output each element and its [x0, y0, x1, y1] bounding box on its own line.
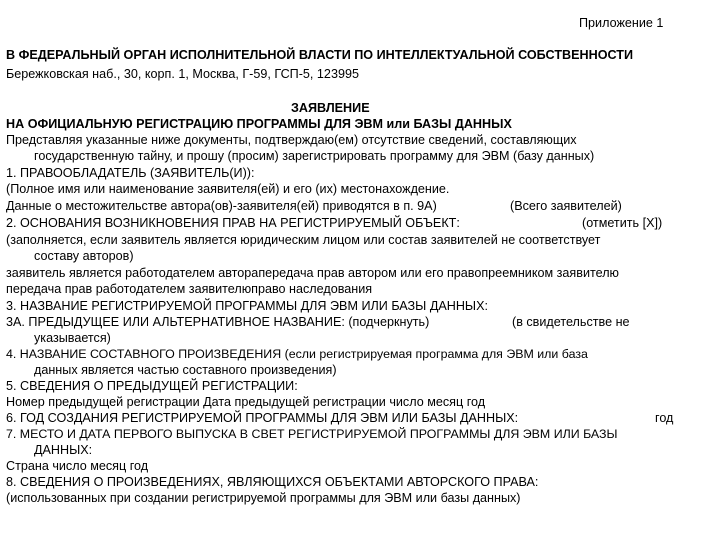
document-title: ЗАЯВЛЕНИЕ: [291, 101, 370, 115]
section-2-option-line-2: передача прав работодателем заявителюправо наследования: [6, 282, 373, 296]
section-7-title-line-2: ДАННЫХ:: [34, 443, 93, 457]
section-5-fields: Номер предыдущей регистрации Дата предыдущей регистрации число месяц год: [6, 395, 486, 409]
section-1-title: 1. ПРАВООБЛАДАТЕЛЬ (ЗАЯВИТЕЛЬ(И)):: [6, 166, 255, 180]
section-3a-title: 3А. ПРЕДЫДУЩЕЕ ИЛИ АЛЬТЕРНАТИВНОЕ НАЗВАНИЕ: (подчеркнуть): [6, 315, 430, 329]
section-1-authors-note: Данные о местожительстве автора(ов)-заявителя(ей) приводятся в п. 9А): [6, 199, 437, 213]
section-8-note: (использованных при создании регистрируемой программы для ЭВМ или базы данных): [6, 491, 521, 505]
section-2-option-line-1: заявитель является работодателем авторапередача прав автором или его правопреемником заявителю: [6, 266, 619, 280]
section-6-title: 6. ГОД СОЗДАНИЯ РЕГИСТРИРУЕМОЙ ПРОГРАММЫ ДЛЯ ЭВМ ИЛИ БАЗЫ ДАННЫХ:: [6, 411, 519, 425]
section-8-title: 8. СВЕДЕНИЯ О ПРОИЗВЕДЕНИЯХ, ЯВЛЯЮЩИХСЯ ОБЪЕКТАМИ АВТОРСКОГО ПРАВА:: [6, 475, 539, 489]
intro-text-line-2: государственную тайну, и прошу (просим) зарегистрировать программу для ЭВМ (базу данных): [34, 149, 595, 163]
document-subtitle: НА ОФИЦИАЛЬНУЮ РЕГИСТРАЦИЮ ПРОГРАММЫ ДЛЯ ЭВМ или БАЗЫ ДАННЫХ: [6, 117, 512, 131]
section-4-title-line-2: данных является частью составного произведения): [34, 363, 337, 377]
section-1-note: (Полное имя или наименование заявителя(ей) и его (их) местонахождение.: [6, 182, 450, 196]
section-1-total-applicants: (Всего заявителей): [510, 199, 622, 213]
recipient-address: Бережковская наб., 30, корп. 1, Москва, Г-59, ГСП-5, 123995: [6, 67, 359, 81]
section-7-fields: Страна число месяц год: [6, 459, 149, 473]
section-7-title-line-1: 7. МЕСТО И ДАТА ПЕРВОГО ВЫПУСКА В СВЕТ РЕГИСТРИРУЕМОЙ ПРОГРАММЫ ДЛЯ ЭВМ ИЛИ БАЗЫ: [6, 427, 618, 441]
section-4-title-line-1: 4. НАЗВАНИЕ СОСТАВНОГО ПРОИЗВЕДЕНИЯ (если регистрируемая программа для ЭВМ или база: [6, 347, 588, 361]
section-5-title: 5. СВЕДЕНИЯ О ПРЕДЫДУЩЕЙ РЕГИСТРАЦИИ:: [6, 379, 298, 393]
section-6-year-label: год: [655, 411, 674, 425]
section-3a-note-line-2: указывается): [34, 331, 111, 345]
appendix-label: Приложение 1: [579, 16, 664, 30]
section-2-note-line-2: составу авторов): [34, 249, 134, 263]
section-3-title: 3. НАЗВАНИЕ РЕГИСТРИРУЕМОЙ ПРОГРАММЫ ДЛЯ ЭВМ ИЛИ БАЗЫ ДАННЫХ:: [6, 299, 488, 313]
recipient-heading: В ФЕДЕРАЛЬНЫЙ ОРГАН ИСПОЛНИТЕЛЬНОЙ ВЛАСТИ ПО ИНТЕЛЛЕКТУАЛЬНОЙ СОБСТВЕННОСТИ: [6, 48, 634, 62]
section-2-mark-hint: (отметить [X]): [582, 216, 663, 230]
intro-text-line-1: Представляя указанные ниже документы, подтверждаю(ем) отсутствие сведений, составляющих: [6, 133, 577, 147]
section-2-title: 2. ОСНОВАНИЯ ВОЗНИКНОВЕНИЯ ПРАВ НА РЕГИСТРИРУЕМЫЙ ОБЪЕКТ:: [6, 216, 460, 230]
section-2-note-line-1: (заполняется, если заявитель является юридическим лицом или состав заявителей не соответствует: [6, 233, 601, 247]
section-3a-note-line-1: (в свидетельстве не: [512, 315, 630, 329]
